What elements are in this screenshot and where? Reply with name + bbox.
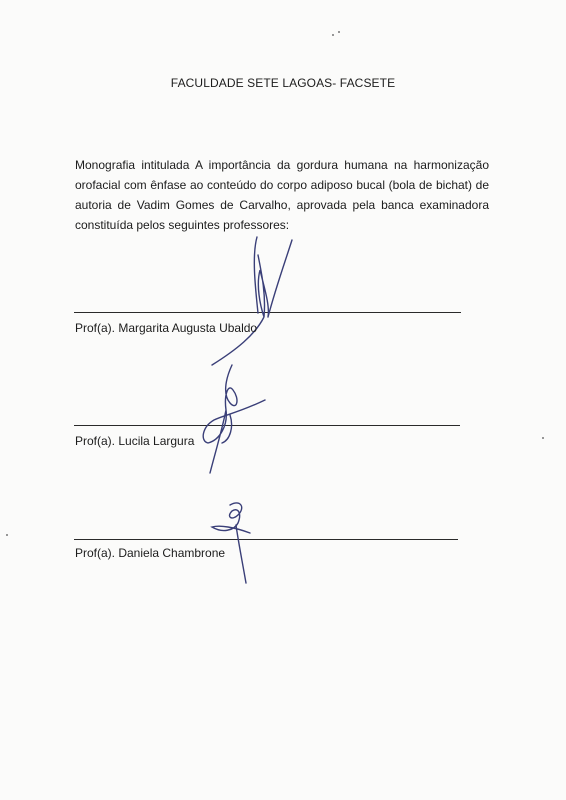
scan-speck <box>542 437 544 439</box>
scan-speck <box>338 31 340 33</box>
institution-header: FACULDADE SETE LAGOAS- FACSETE <box>170 76 396 90</box>
scan-speck <box>6 534 8 536</box>
handwritten-signature <box>200 495 270 590</box>
examiner-name: Prof(a). Margarita Augusta Ubaldo <box>75 321 258 335</box>
handwritten-signature <box>200 225 310 395</box>
examiner-name: Prof(a). Daniela Chambrone <box>75 546 226 560</box>
approval-paragraph: Monografia intitulada A importância da gordura humana na harmonização orofacial com ênfase ao conteúdo do corpo adiposo bucal (bola de bichat) de autoria de Vadim Gomes de Carvalho, aprovada pela banca examinadora constituída pelos seguintes professores: <box>75 158 489 232</box>
signature-line <box>74 425 460 426</box>
scan-speck <box>332 34 334 36</box>
handwritten-signature <box>190 355 280 480</box>
signature-line <box>74 312 461 313</box>
examiner-name: Prof(a). Lucila Largura <box>75 434 195 448</box>
signature-line <box>74 539 458 540</box>
